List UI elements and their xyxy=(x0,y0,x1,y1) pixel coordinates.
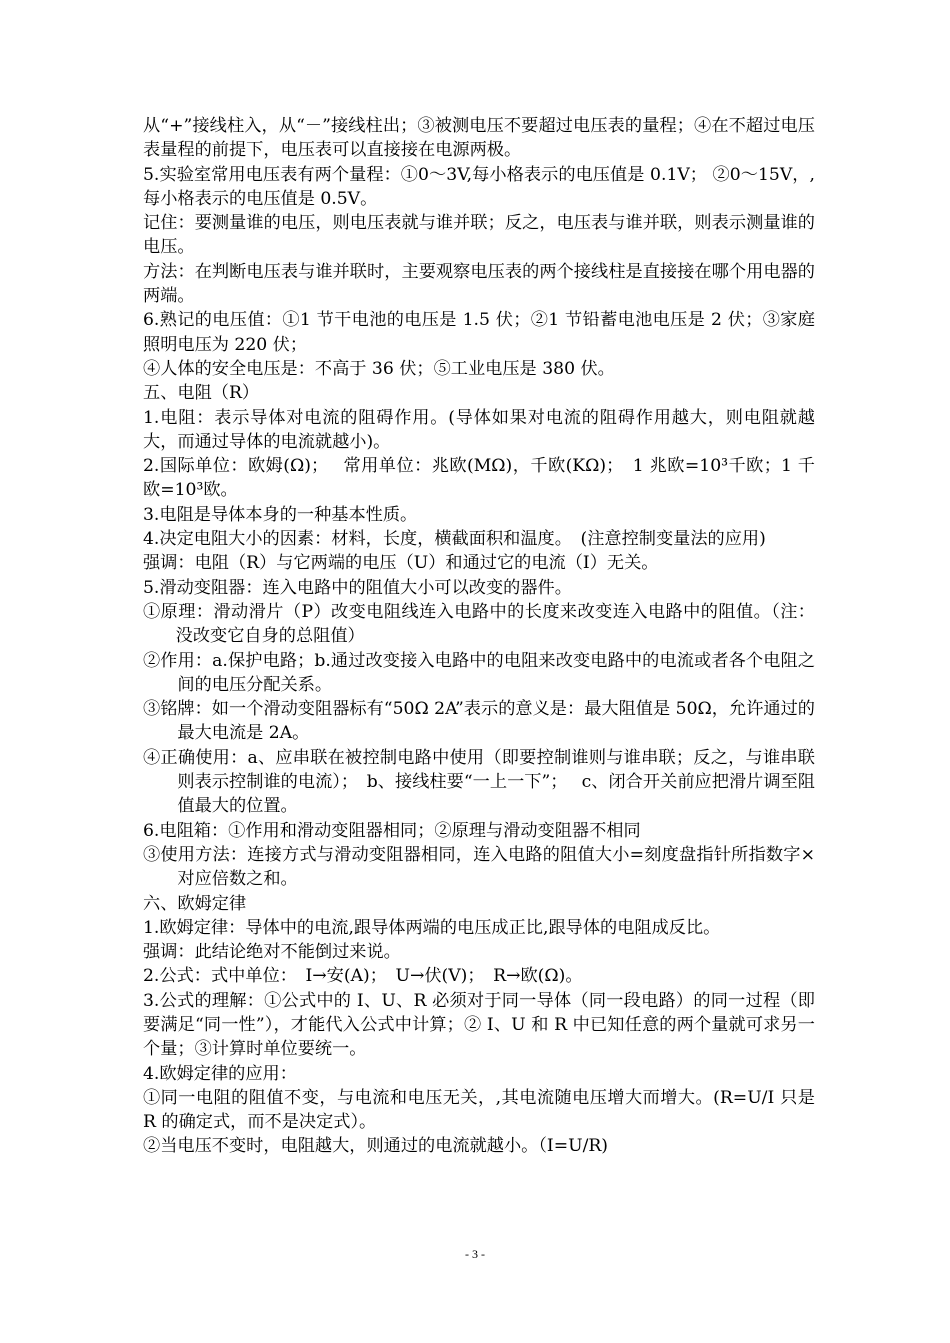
paragraph: 6.电阻箱：①作用和滑动变阻器相同；②原理与滑动变阻器不相同 xyxy=(143,820,641,841)
paragraph: 3.电阻是导体本身的一种基本性质。 xyxy=(143,504,418,525)
paragraph: 方法：在判断电压表与谁并联时，主要观察电压表的两个接线柱是直接接在哪个用电器的两端。 xyxy=(143,261,815,307)
paragraph: 1.电阻：表示导体对电流的阻碍作用。(导体如果对电流的阻碍作用越大，则电阻就越大，而通过导体的电流就越小)。 xyxy=(143,407,815,452)
paragraph: ③使用方法：连接方式与滑动变阻器相同，连入电路的阻值大小=刻度盘指针所指数字×对应倍数之和。 xyxy=(143,844,815,890)
paragraph: 1.欧姆定律：导体中的电流,跟导体两端的电压成正比,跟导体的电阻成反比。 xyxy=(143,917,721,938)
paragraph: 4.决定电阻大小的因素：材料，长度，横截面积和温度。 (注意控制变量法的应用) xyxy=(143,529,766,550)
document-body xyxy=(143,114,815,1159)
page-number: - 3 - xyxy=(465,1247,485,1261)
paragraph: ④人体的安全电压是：不高于 36 伏；⑤工业电压是 380 伏。 xyxy=(143,358,615,379)
paragraph: 从“+”接线柱入，从“－”接线柱出；③被测电压不要超过电压表的量程；④在不超过电压表量程的前提下，电压表可以直接接在电源两极。 xyxy=(143,116,815,161)
paragraph: 六、欧姆定律 xyxy=(143,893,247,914)
paragraph: 4.欧姆定律的应用： xyxy=(143,1063,297,1084)
paragraph: 记住：要测量谁的电压，则电压表就与谁并联；反之，电压表与谁并联，则表示测量谁的电压。 xyxy=(143,213,815,258)
paragraph: ②当电压不变时，电阻越大，则通过的电流就越小。（I=U/R) xyxy=(143,1136,609,1157)
paragraph: 强调：电阻（R）与它两端的电压（U）和通过它的电流（I）无关。 xyxy=(143,553,659,574)
paragraph: 2.国际单位：欧姆(Ω)； 常用单位：兆欧(MΩ)，千欧(KΩ)； 1 兆欧=10³千欧；1 千欧=10³欧。 xyxy=(143,456,815,501)
paragraph: 2.公式：式中单位： I→安(A)； U→伏(V)； R→欧(Ω)。 xyxy=(143,966,583,987)
paragraph: ①原理：滑动滑片（P）改变电阻线连入电路中的长度来改变连入电路中的阻值。（注：没改变它自身的总阻值） xyxy=(143,601,815,647)
paragraph: ④正确使用：a、应串联在被控制电路中使用（即要控制谁则与谁串联；反之，与谁串联则表示控制谁的电流）； b、接线柱要“一上一下”； c、闭合开关前应把滑片调至阻值最大的位置。 xyxy=(143,747,815,817)
paragraph: ②作用：a.保护电路；b.通过改变接入电路中的电阻来改变电路中的电流或者各个电阻之间的电压分配关系。 xyxy=(143,650,815,695)
paragraph: 5.滑动变阻器：连入电路中的阻值大小可以改变的器件。 xyxy=(143,577,572,598)
paragraph: 5.实验室常用电压表有两个量程：①0～3V,每小格表示的电压值是 0.1V； ②0～15V，,每小格表示的电压值是 0.5V。 xyxy=(143,164,815,209)
paragraph: ①同一电阻的阻值不变，与电流和电压无关，,其电流随电压增大而增大。(R=U/I 只是 R 的确定式，而不是决定式）。 xyxy=(143,1087,815,1133)
paragraph: 强调：此结论绝对不能倒过来说。 xyxy=(143,942,401,963)
paragraph: 6.熟记的电压值：①1 节干电池的电压是 1.5 伏；②1 节铅蓄电池电压是 2 伏；③家庭照明电压为 220 伏； xyxy=(143,310,815,355)
paragraph: ③铭牌：如一个滑动变阻器标有“50Ω 2A”表示的意义是：最大阻值是 50Ω，允许通过的最大电流是 2A。 xyxy=(143,699,815,744)
paragraph: 五、电阻（R） xyxy=(143,383,260,404)
paragraph: 3.公式的理解：①公式中的 I、U、R 必须对于同一导体（同一段电路）的同一过程（即要满足“同一性”），才能代入公式中计算；② I、U 和 R 中已知任意的两个量就可求另一个量；③计算时单位要统一。 xyxy=(143,990,815,1060)
